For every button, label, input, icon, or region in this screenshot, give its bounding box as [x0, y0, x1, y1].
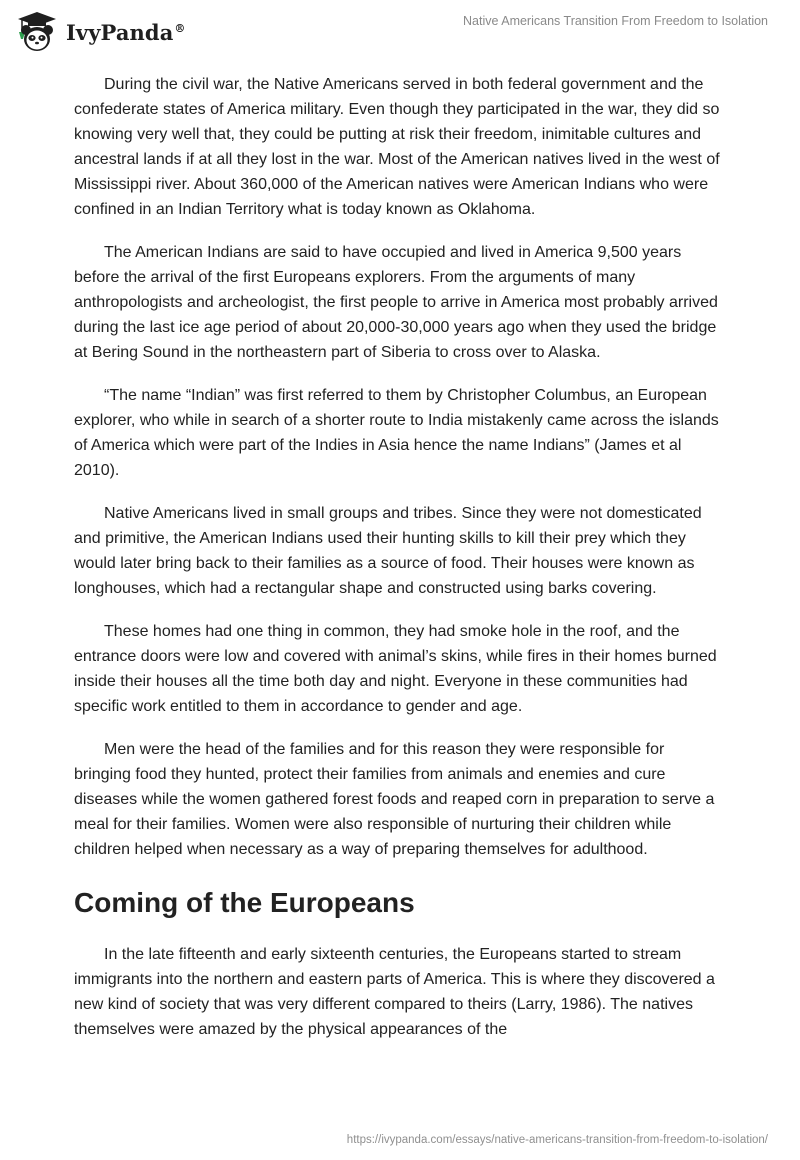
panda-graduate-icon: [14, 10, 60, 54]
source-url[interactable]: https://ivypanda.com/essays/native-americans-transition-from-freedom-to-isolation/: [346, 1134, 768, 1146]
paragraph: These homes had one thing in common, they had smoke hole in the roof, and the entrance doors were low and covered with animal’s skins, while fires in their homes burned inside their houses all the time both day and night. Everyone in these communities had specific work entitled to them in accordance to gender and age.: [74, 623, 717, 715]
paragraph: The American Indians are said to have occupied and lived in America 9,500 years before the arrival of the first Europeans explorers. From the arguments of many anthropologists and archeologist, the first people to arrive in America most probably arrived during the last ice age period of about 20,000-30,000 years ago when they used the bridge at Bering Sound in the northeastern part of Siberia to cross over to Alaska.: [74, 244, 718, 361]
paragraph: Men were the head of the families and for this reason they were responsible for bringing food they hunted, protect their families from animals and enemies and cure diseases while the women gathered forest foods and reaped corn in preparation to serve a meal for their families. Women were also responsible of nurturing their children while children helped when necessary as a way of preparing themselves for adulthood.: [74, 741, 715, 858]
paragraph: Native Americans lived in small groups and tribes. Since they were not domesticated and primitive, the American Indians used their hunting skills to kill their prey which they would later bring back to their families as a source of food. Their houses were known as longhouses, which had a rectangular shape and constructed using barks covering.: [74, 505, 702, 597]
paragraph: During the civil war, the Native Americans served in both federal government and the confederate states of America military. Even though they participated in the war, they did so knowing very well that, they could be putting at risk their freedom, inimitable cultures and ancestral lands if at all they lost in the war. Most of the American natives lived in the west of Mississippi river. About 360,000 of the American natives were American Indians who were confined in an Indian Territory what is today known as Oklahoma.: [74, 76, 720, 218]
document-title: Native Americans Transition From Freedom to Isolation: [463, 14, 768, 28]
brand-name: IvyPanda®: [66, 19, 186, 45]
essay-body: [74, 72, 724, 1060]
paragraph: “The name “Indian” was first referred to them by Christopher Columbus, an European explorer, who while in search of a shorter route to India mistakenly came across the islands of America which were part of the Indies in Asia hence the name Indians” (James et al 2010).: [74, 387, 719, 479]
page-header: [0, 0, 800, 60]
logo[interactable]: [14, 10, 186, 54]
section-heading: Coming of the Europeans: [74, 887, 415, 918]
paragraph: In the late fifteenth and early sixteenth centuries, the Europeans started to stream immigrants into the northern and eastern parts of America. This is where they discovered a new kind of society that was very different compared to theirs (Larry, 1986). The natives themselves were amazed by the physical appearances of the: [74, 946, 715, 1038]
